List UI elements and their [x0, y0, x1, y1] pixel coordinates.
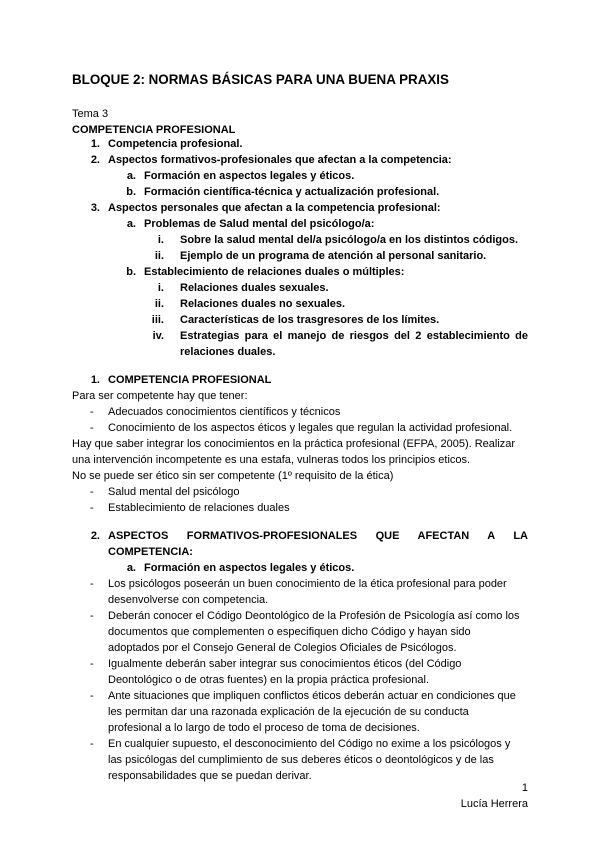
list-item: Adecuados conocimientos científicos y técnicos	[108, 406, 341, 418]
list-item-line: Ante situaciones que impliquen conflictos éticos deberán actuar en condiciones que	[108, 690, 516, 702]
footer-author: Lucía Herrera	[460, 798, 528, 810]
list-item: Establecimiento de relaciones duales	[108, 502, 290, 514]
list-item: Salud mental del psicólogo	[108, 486, 240, 498]
list-item-line: Los psicólogos poseerán un buen conocimiento de la ética profesional para poder	[108, 578, 507, 590]
section-heading-cont: COMPETENCIA:	[108, 546, 193, 558]
bullet-dash: -	[90, 502, 94, 514]
list-item-line: les permitan dar una razonada explicación de la ejecución de su conducta	[108, 706, 469, 718]
bullet-dash: -	[90, 422, 94, 434]
bullet-dash: -	[90, 658, 94, 670]
list-item-text: relaciones duales.	[180, 346, 276, 358]
list-item-line: Deberán conocer el Código Deontológico de la Profesión de Psicología así como los	[108, 610, 520, 622]
list-item-line: Deontológico o de otras fuentes) en la propia práctica profesional.	[108, 674, 430, 686]
list-item-line: documentos que complementen o especifiquen dicho Código y hayan sido	[108, 626, 471, 638]
list-item-line: Igualmente deberán saber integrar sus conocimientos éticos (del Código	[108, 658, 462, 670]
paragraph-line: una intervención incompetente es una estafa, vulneras todos los principios eticos.	[72, 454, 471, 466]
list-item-line: desenvolverse con competencia.	[108, 594, 269, 606]
list-item-line: las psicólogas del cumplimiento de sus deberes éticos o deontológicos y de las	[108, 754, 494, 766]
list-item-text: Estrategias para el manejo de riesgos del 2 establecimiento de	[180, 330, 528, 342]
bullet-dash: -	[90, 690, 94, 702]
page-number: 1	[521, 782, 528, 794]
list-item: Conocimiento de los aspectos éticos y legales que regulan la actividad profesional.	[108, 422, 513, 434]
bullet-dash: -	[90, 406, 94, 418]
section-heading: ASPECTOS FORMATIVOS-PROFESIONALES QUE AFECTAN A LA	[108, 530, 528, 542]
list-item-line: En cualquier supuesto, el desconocimiento del Código no exime a los psicólogos y	[108, 738, 511, 750]
tema-label: Tema 3	[72, 108, 109, 120]
list-item-line: responsabilidades que se puedan derivar.	[108, 770, 312, 782]
paragraph: No se puede ser ético sin ser competente (1º requisito de la ética)	[72, 470, 394, 482]
list-item-line: profesional a lo largo de todo el proceso de toma de decisiones.	[108, 722, 420, 734]
paragraph-line: Hay que saber integrar los conocimientos en la práctica profesional (EFPA, 2005). Realizar	[72, 438, 516, 450]
bullet-dash: -	[90, 610, 94, 622]
bullet-dash: -	[90, 486, 94, 498]
bullet-dash: -	[90, 578, 94, 590]
list-item-line: adoptados por el Consejo General de Colegios Oficiales de Psicólogos.	[108, 642, 457, 654]
bullet-dash: -	[90, 738, 94, 750]
page-title: BLOQUE 2: NORMAS BÁSICAS PARA UNA BUENA PRAXIS	[72, 72, 449, 87]
paragraph: Para ser competente hay que tener:	[72, 390, 248, 402]
index-title: COMPETENCIA PROFESIONAL	[72, 124, 236, 136]
